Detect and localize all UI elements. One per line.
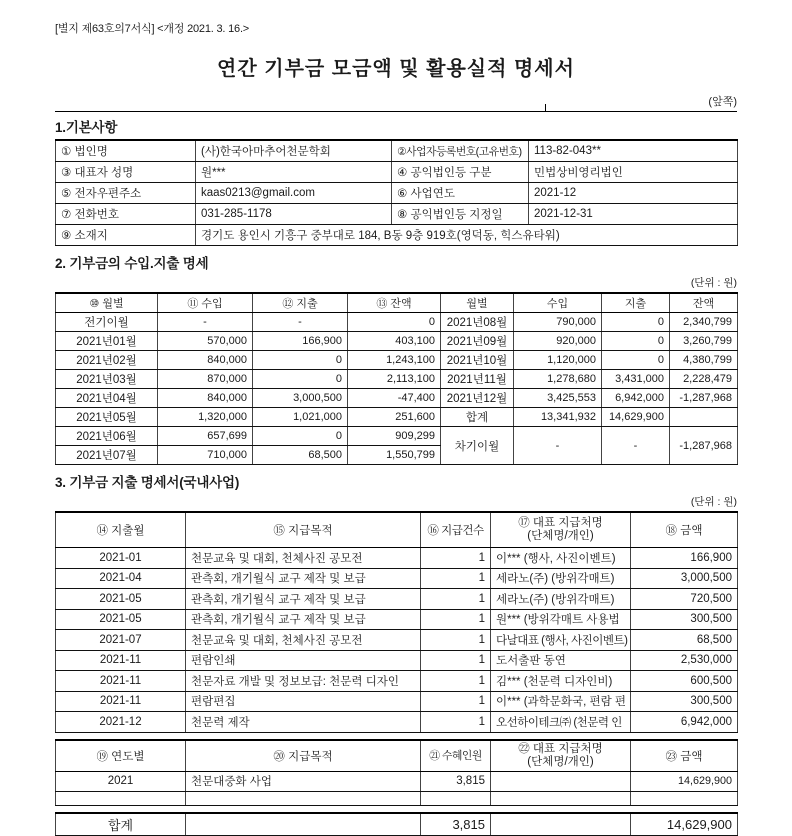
table-row — [56, 408, 738, 427]
value-cell: 2021-12-31 — [529, 204, 738, 225]
month-cell: 2021년11월 — [441, 370, 514, 389]
section2-heading: 2. 기부금의 수입.지출 명세 — [55, 256, 209, 271]
payee-cell — [491, 791, 631, 805]
payee-cell: 오선하이테크㈜ (천문력 인 — [491, 712, 631, 733]
payee-cell — [491, 813, 631, 836]
balance-cell: 403,100 — [348, 332, 441, 351]
expense-cell: 1,021,000 — [253, 408, 348, 427]
header-cell: ⑱ 금액 — [631, 512, 738, 548]
income-cell: 790,000 — [514, 313, 602, 332]
header-cell: ⑮ 지급목적 — [186, 512, 421, 548]
people-cell — [421, 791, 491, 805]
month-cell: 2021년08월 — [441, 313, 514, 332]
expense-cell: - — [602, 427, 670, 465]
header-line: ⑰ 대표 지급처명 — [518, 517, 603, 529]
amount-cell — [631, 791, 738, 805]
value-cell: 2021-12 — [529, 183, 738, 204]
income-cell: - — [514, 427, 602, 465]
header-cell: ⑭ 지출월 — [56, 512, 186, 548]
balance-cell: -1,287,968 — [670, 389, 738, 408]
basic-info-table — [55, 139, 738, 246]
month-cell: 2021년02월 — [56, 351, 158, 370]
amount-cell: 300,500 — [631, 609, 738, 630]
table-row — [56, 630, 738, 651]
table-row — [56, 712, 738, 733]
balance-cell: 2,113,100 — [348, 370, 441, 389]
month-cell: 2021-07 — [56, 630, 186, 651]
payee-cell: 다날대표 (행사, 사진이벤트) — [491, 630, 631, 651]
value-cell: 민법상비영리법인 — [529, 162, 738, 183]
income-cell: 657,699 — [158, 427, 253, 446]
cash-flow-table — [55, 292, 738, 465]
table-header-row — [56, 740, 738, 772]
balance-cell: 3,260,799 — [670, 332, 738, 351]
payee-cell: 원*** (방위각매트 사용법 — [491, 609, 631, 630]
table-row — [56, 609, 738, 630]
header-cell: 지출 — [602, 293, 670, 313]
expense-cell: 0 — [602, 313, 670, 332]
income-cell: - — [158, 313, 253, 332]
amount-cell: 166,900 — [631, 548, 738, 569]
balance-cell: 2,228,479 — [670, 370, 738, 389]
payee-cell: 세라노(주) (방위각매트) — [491, 589, 631, 610]
income-cell: 1,320,000 — [158, 408, 253, 427]
expense-cell: 3,000,500 — [253, 389, 348, 408]
balance-cell: 0 — [348, 313, 441, 332]
value-cell: 원*** — [196, 162, 392, 183]
header-cell — [491, 740, 631, 772]
payee-cell: 김*** (천문력 디자인비) — [491, 671, 631, 692]
balance-cell: 1,550,799 — [348, 446, 441, 465]
month-cell: 전기이월 — [56, 313, 158, 332]
income-cell: 840,000 — [158, 389, 253, 408]
balance-cell: 2,340,799 — [670, 313, 738, 332]
table-row — [56, 589, 738, 610]
table-row — [56, 140, 738, 162]
month-cell: 2021-01 — [56, 548, 186, 569]
table-row — [56, 691, 738, 712]
month-cell: 2021-05 — [56, 589, 186, 610]
people-cell: 3,815 — [421, 771, 491, 791]
month-cell: 2021년12월 — [441, 389, 514, 408]
payee-cell: 세라노(주) (방위각매트) — [491, 568, 631, 589]
value-cell: 경기도 용인시 기흥구 중부대로 184, B동 9층 919호(영덕동, 힉스유타워) — [196, 225, 738, 246]
income-cell: 710,000 — [158, 446, 253, 465]
income-cell: 870,000 — [158, 370, 253, 389]
table-row — [56, 650, 738, 671]
count-cell: 1 — [421, 630, 491, 651]
header-cell: ⑲ 연도별 — [56, 740, 186, 772]
table-row — [56, 771, 738, 791]
amount-cell: 14,629,900 — [631, 813, 738, 836]
label-cell: ⑦ 전화번호 — [56, 204, 196, 225]
total-label-cell: 합계 — [441, 408, 514, 427]
amount-cell: 2,530,000 — [631, 650, 738, 671]
expense-cell: 166,900 — [253, 332, 348, 351]
year-cell: 2021 — [56, 771, 186, 791]
table-row — [56, 791, 738, 805]
expense-cell: 68,500 — [253, 446, 348, 465]
amount-cell: 3,000,500 — [631, 568, 738, 589]
purpose-cell: 천문자료 개발 및 정보보급: 천문력 디자인 — [186, 671, 421, 692]
table-row — [56, 225, 738, 246]
income-cell: 920,000 — [514, 332, 602, 351]
balance-cell — [670, 408, 738, 427]
table-row — [56, 671, 738, 692]
count-cell: 1 — [421, 691, 491, 712]
expense-cell: 0 — [602, 332, 670, 351]
balance-cell: -1,287,968 — [670, 427, 738, 465]
purpose-cell — [186, 813, 421, 836]
label-cell: ⑤ 전자우편주소 — [56, 183, 196, 204]
header-cell: 수입 — [514, 293, 602, 313]
income-cell: 1,120,000 — [514, 351, 602, 370]
balance-cell: -47,400 — [348, 389, 441, 408]
income-cell: 570,000 — [158, 332, 253, 351]
table-row — [56, 548, 738, 569]
unit-label: (단위 : 원) — [690, 496, 737, 508]
header-cell: ⑪ 수입 — [158, 293, 253, 313]
count-cell: 1 — [421, 712, 491, 733]
purpose-cell: 천문대중화 사업 — [186, 771, 421, 791]
section3-heading: 3. 기부금 지출 명세서(국내사업) — [55, 475, 240, 490]
table-row — [56, 813, 738, 836]
header-cell: ⑫ 지출 — [253, 293, 348, 313]
income-cell: 13,341,932 — [514, 408, 602, 427]
value-cell: 031-285-1178 — [196, 204, 392, 225]
amount-cell: 300,500 — [631, 691, 738, 712]
income-cell: 1,278,680 — [514, 370, 602, 389]
amount-cell: 600,500 — [631, 671, 738, 692]
label-cell: ⑧ 공익법인등 지정일 — [392, 204, 529, 225]
table-row — [56, 389, 738, 408]
header-cell: ⑬ 잔액 — [348, 293, 441, 313]
expense-detail-table — [55, 511, 738, 733]
balance-cell: 909,299 — [348, 427, 441, 446]
purpose-cell: 관측회, 개기월식 교구 제작 및 보급 — [186, 589, 421, 610]
header-cell: ㉑ 수혜인원 — [421, 740, 491, 772]
table-row — [56, 332, 738, 351]
value-cell: (사)한국아마추어천문학회 — [196, 140, 392, 162]
header-cell: ⑳ 지급목적 — [186, 740, 421, 772]
count-cell: 1 — [421, 589, 491, 610]
table-row — [56, 568, 738, 589]
purpose-cell: 천문교육 및 대회, 천체사진 공모전 — [186, 548, 421, 569]
purpose-cell: 천문교육 및 대회, 천체사진 공모전 — [186, 630, 421, 651]
month-cell: 2021년09월 — [441, 332, 514, 351]
table-row — [56, 183, 738, 204]
table-row — [56, 162, 738, 183]
label-cell: ②사업자등록번호(고유번호) — [392, 140, 529, 162]
grand-total-table — [55, 812, 738, 836]
label-cell: ① 법인명 — [56, 140, 196, 162]
count-cell: 1 — [421, 548, 491, 569]
amount-cell: 6,942,000 — [631, 712, 738, 733]
purpose-cell: 편람인쇄 — [186, 650, 421, 671]
year-cell — [56, 791, 186, 805]
header-line: (단체명/개인) — [527, 530, 594, 542]
purpose-cell: 관측회, 개기월식 교구 제작 및 보급 — [186, 568, 421, 589]
table-row — [56, 370, 738, 389]
table-header-row — [56, 293, 738, 313]
balance-cell: 4,380,799 — [670, 351, 738, 370]
header-line: ㉒ 대표 지급처명 — [518, 742, 603, 755]
income-cell: 840,000 — [158, 351, 253, 370]
expense-cell: 0 — [602, 351, 670, 370]
expense-cell: 14,629,900 — [602, 408, 670, 427]
label-cell: ⑥ 사업연도 — [392, 183, 529, 204]
month-cell: 2021년03월 — [56, 370, 158, 389]
table-header-row — [56, 512, 738, 548]
table-row — [56, 427, 738, 446]
month-cell: 2021년04월 — [56, 389, 158, 408]
header-cell: ⑩ 월별 — [56, 293, 158, 313]
table-row — [56, 351, 738, 370]
month-cell: 2021년06월 — [56, 427, 158, 446]
month-cell: 2021년01월 — [56, 332, 158, 351]
month-cell: 2021년10월 — [441, 351, 514, 370]
count-cell: 1 — [421, 568, 491, 589]
payee-cell: 이*** (과학문화국, 편람 편 — [491, 691, 631, 712]
month-cell: 2021년07월 — [56, 446, 158, 465]
label-cell: ③ 대표자 성명 — [56, 162, 196, 183]
month-cell: 2021-05 — [56, 609, 186, 630]
fold-tick-mark — [545, 104, 546, 112]
month-cell: 2021년05월 — [56, 408, 158, 427]
people-cell: 3,815 — [421, 813, 491, 836]
header-cell: 월별 — [441, 293, 514, 313]
expense-cell: 0 — [253, 370, 348, 389]
yearly-summary-table — [55, 739, 738, 806]
header-line: (단체명/개인) — [527, 755, 594, 768]
count-cell: 1 — [421, 650, 491, 671]
purpose-cell: 관측회, 개기월식 교구 제작 및 보급 — [186, 609, 421, 630]
month-cell: 2021-11 — [56, 691, 186, 712]
table-row — [56, 313, 738, 332]
balance-cell: 1,243,100 — [348, 351, 441, 370]
payee-cell: 도서출판 동연 — [491, 650, 631, 671]
label-cell: ⑨ 소재지 — [56, 225, 196, 246]
purpose-cell: 천문력 제작 — [186, 712, 421, 733]
count-cell: 1 — [421, 671, 491, 692]
amount-cell: 14,629,900 — [631, 771, 738, 791]
header-cell: ⑯ 지급건수 — [421, 512, 491, 548]
expense-cell: 0 — [253, 351, 348, 370]
header-cell: ㉓ 금액 — [631, 740, 738, 772]
header-cell — [491, 512, 631, 548]
label-cell: ④ 공익법인등 구분 — [392, 162, 529, 183]
payee-cell — [491, 771, 631, 791]
value-cell: 113-82-043** — [529, 140, 738, 162]
purpose-cell: 편람편집 — [186, 691, 421, 712]
section1-heading: 1.기본사항 — [55, 120, 118, 135]
balance-cell: 251,600 — [348, 408, 441, 427]
value-cell: kaas0213@gmail.com — [196, 183, 392, 204]
expense-cell: - — [253, 313, 348, 332]
expense-cell: 6,942,000 — [602, 389, 670, 408]
total-label-cell: 합계 — [56, 813, 186, 836]
unit-label: (단위 : 원) — [690, 277, 737, 289]
table-row — [56, 204, 738, 225]
payee-cell: 이*** (행사, 사진이벤트) — [491, 548, 631, 569]
carryover-label-cell: 차기이월 — [441, 427, 514, 465]
month-cell: 2021-11 — [56, 650, 186, 671]
page-title: 연간 기부금 모금액 및 활용실적 명세서 — [217, 58, 575, 80]
amount-cell: 68,500 — [631, 630, 738, 651]
purpose-cell — [186, 791, 421, 805]
month-cell: 2021-12 — [56, 712, 186, 733]
count-cell: 1 — [421, 609, 491, 630]
form-number-note: [별지 제63호의7서식] <개정 2021. 3. 16.> — [55, 23, 250, 35]
page-side-label: (앞쪽) — [708, 96, 737, 108]
income-cell: 3,425,553 — [514, 389, 602, 408]
expense-cell: 0 — [253, 427, 348, 446]
amount-cell: 720,500 — [631, 589, 738, 610]
month-cell: 2021-04 — [56, 568, 186, 589]
top-rule-divider — [55, 111, 737, 112]
header-cell: 잔액 — [670, 293, 738, 313]
expense-cell: 3,431,000 — [602, 370, 670, 389]
month-cell: 2021-11 — [56, 671, 186, 692]
